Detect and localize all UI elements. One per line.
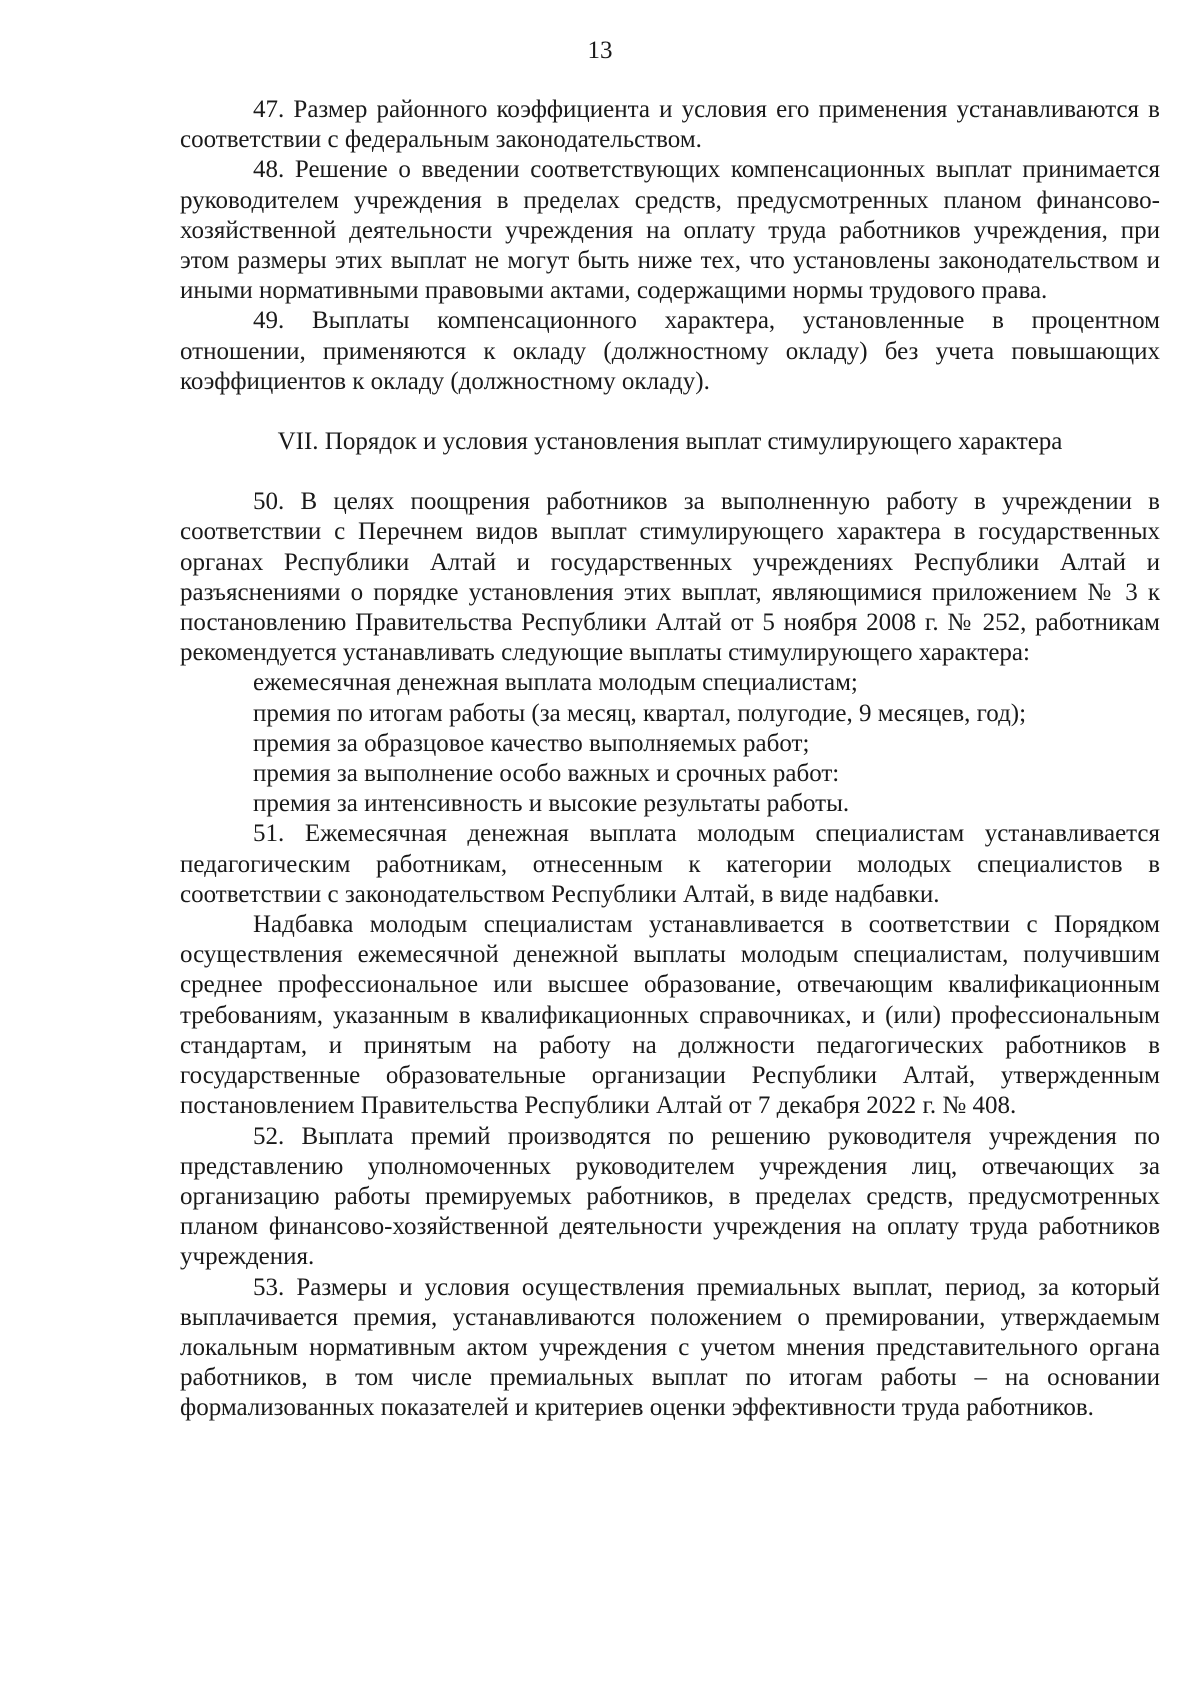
list-item: ежемесячная денежная выплата молодым специалистам;: [253, 669, 858, 697]
page-number: 13: [587, 37, 613, 64]
paragraph-allowance: Надбавка молодым специалистам устанавливается в соответствии с Порядком осуществления ежемесячной денежной выплаты молодым специалистам, получившим среднее профессиональное или высшее образование, отвечающим квалификационным требованиям, указанным в квалификационных справочниках, и (или) профессиональным стандартам, и принятым на работу на должности педагогических работников в государственные образовательные организации Республики Алтай, утвержденным постановлением Правительства Республики Алтай от 7 декабря 2022 г. № 408.: [180, 911, 1160, 1120]
paragraph-53: 53. Размеры и условия осуществления премиальных выплат, период, за который выплачивается премия, устанавливаются положением о премировании, утверждаемым локальным нормативным актом учреждения с учетом мнения представительного органа работников, в том числе премиальных выплат по итогам работы – на основании формализованных показателей и критериев оценки эффективности труда работников.: [180, 1273, 1160, 1422]
paragraph-51: 51. Ежемесячная денежная выплата молодым специалистам устанавливается педагогическим работникам, отнесенным к категории молодых специалистов в соответствии с законодательством Республики Алтай, в виде надбавки.: [180, 820, 1160, 908]
section-heading: VII. Порядок и условия установления выплат стимулирующего характера: [277, 428, 1063, 456]
list-item: премия за образцовое качество выполняемых работ;: [253, 729, 810, 757]
list-item: премия за интенсивность и высокие результаты работы.: [253, 790, 850, 818]
list-item: премия за выполнение особо важных и срочных работ:: [253, 760, 840, 788]
paragraph-50: 50. В целях поощрения работников за выполненную работу в учреждении в соответствии с Перечнем видов выплат стимулирующего характера в государственных органах Республики Алтай и государственных учреждениях Республики Алтай и разъяснениями о порядке установления этих выплат, являющимися приложением № 3 к постановлению Правительства Республики Алтай от 5 ноября 2008 г. № 252, работникам рекомендуется устанавливать следующие выплаты стимулирующего характера:: [180, 488, 1160, 667]
paragraph-48: 48. Решение о введении соответствующих компенсационных выплат принимается руководителем учреждения в пределах средств, предусмотренных планом финансово-хозяйственной деятельности учреждения на оплату труда работников учреждения, при этом размеры этих выплат не могут быть ниже тех, что установлены законодательством и иными нормативными правовыми актами, содержащими нормы трудового права.: [180, 156, 1160, 305]
paragraph-52: 52. Выплата премий производятся по решению руководителя учреждения по представлению уполномоченных руководителем учреждения лиц, отвечающих за организацию работы премируемых работников, в пределах средств, предусмотренных планом финансово-хозяйственной деятельности учреждения на оплату труда работников учреждения.: [180, 1122, 1160, 1271]
paragraph-47: 47. Размер районного коэффициента и условия его применения устанавливаются в соответствии с федеральным законодательством.: [180, 96, 1160, 154]
document-body: [180, 95, 1160, 1424]
list-item: премия по итогам работы (за месяц, квартал, полугодие, 9 месяцев, год);: [253, 699, 1027, 727]
paragraph-49: 49. Выплаты компенсационного характера, установленные в процентном отношении, применяются к окладу (должностному окладу) без учета повышающих коэффициентов к окладу (должностному окладу).: [180, 307, 1160, 395]
